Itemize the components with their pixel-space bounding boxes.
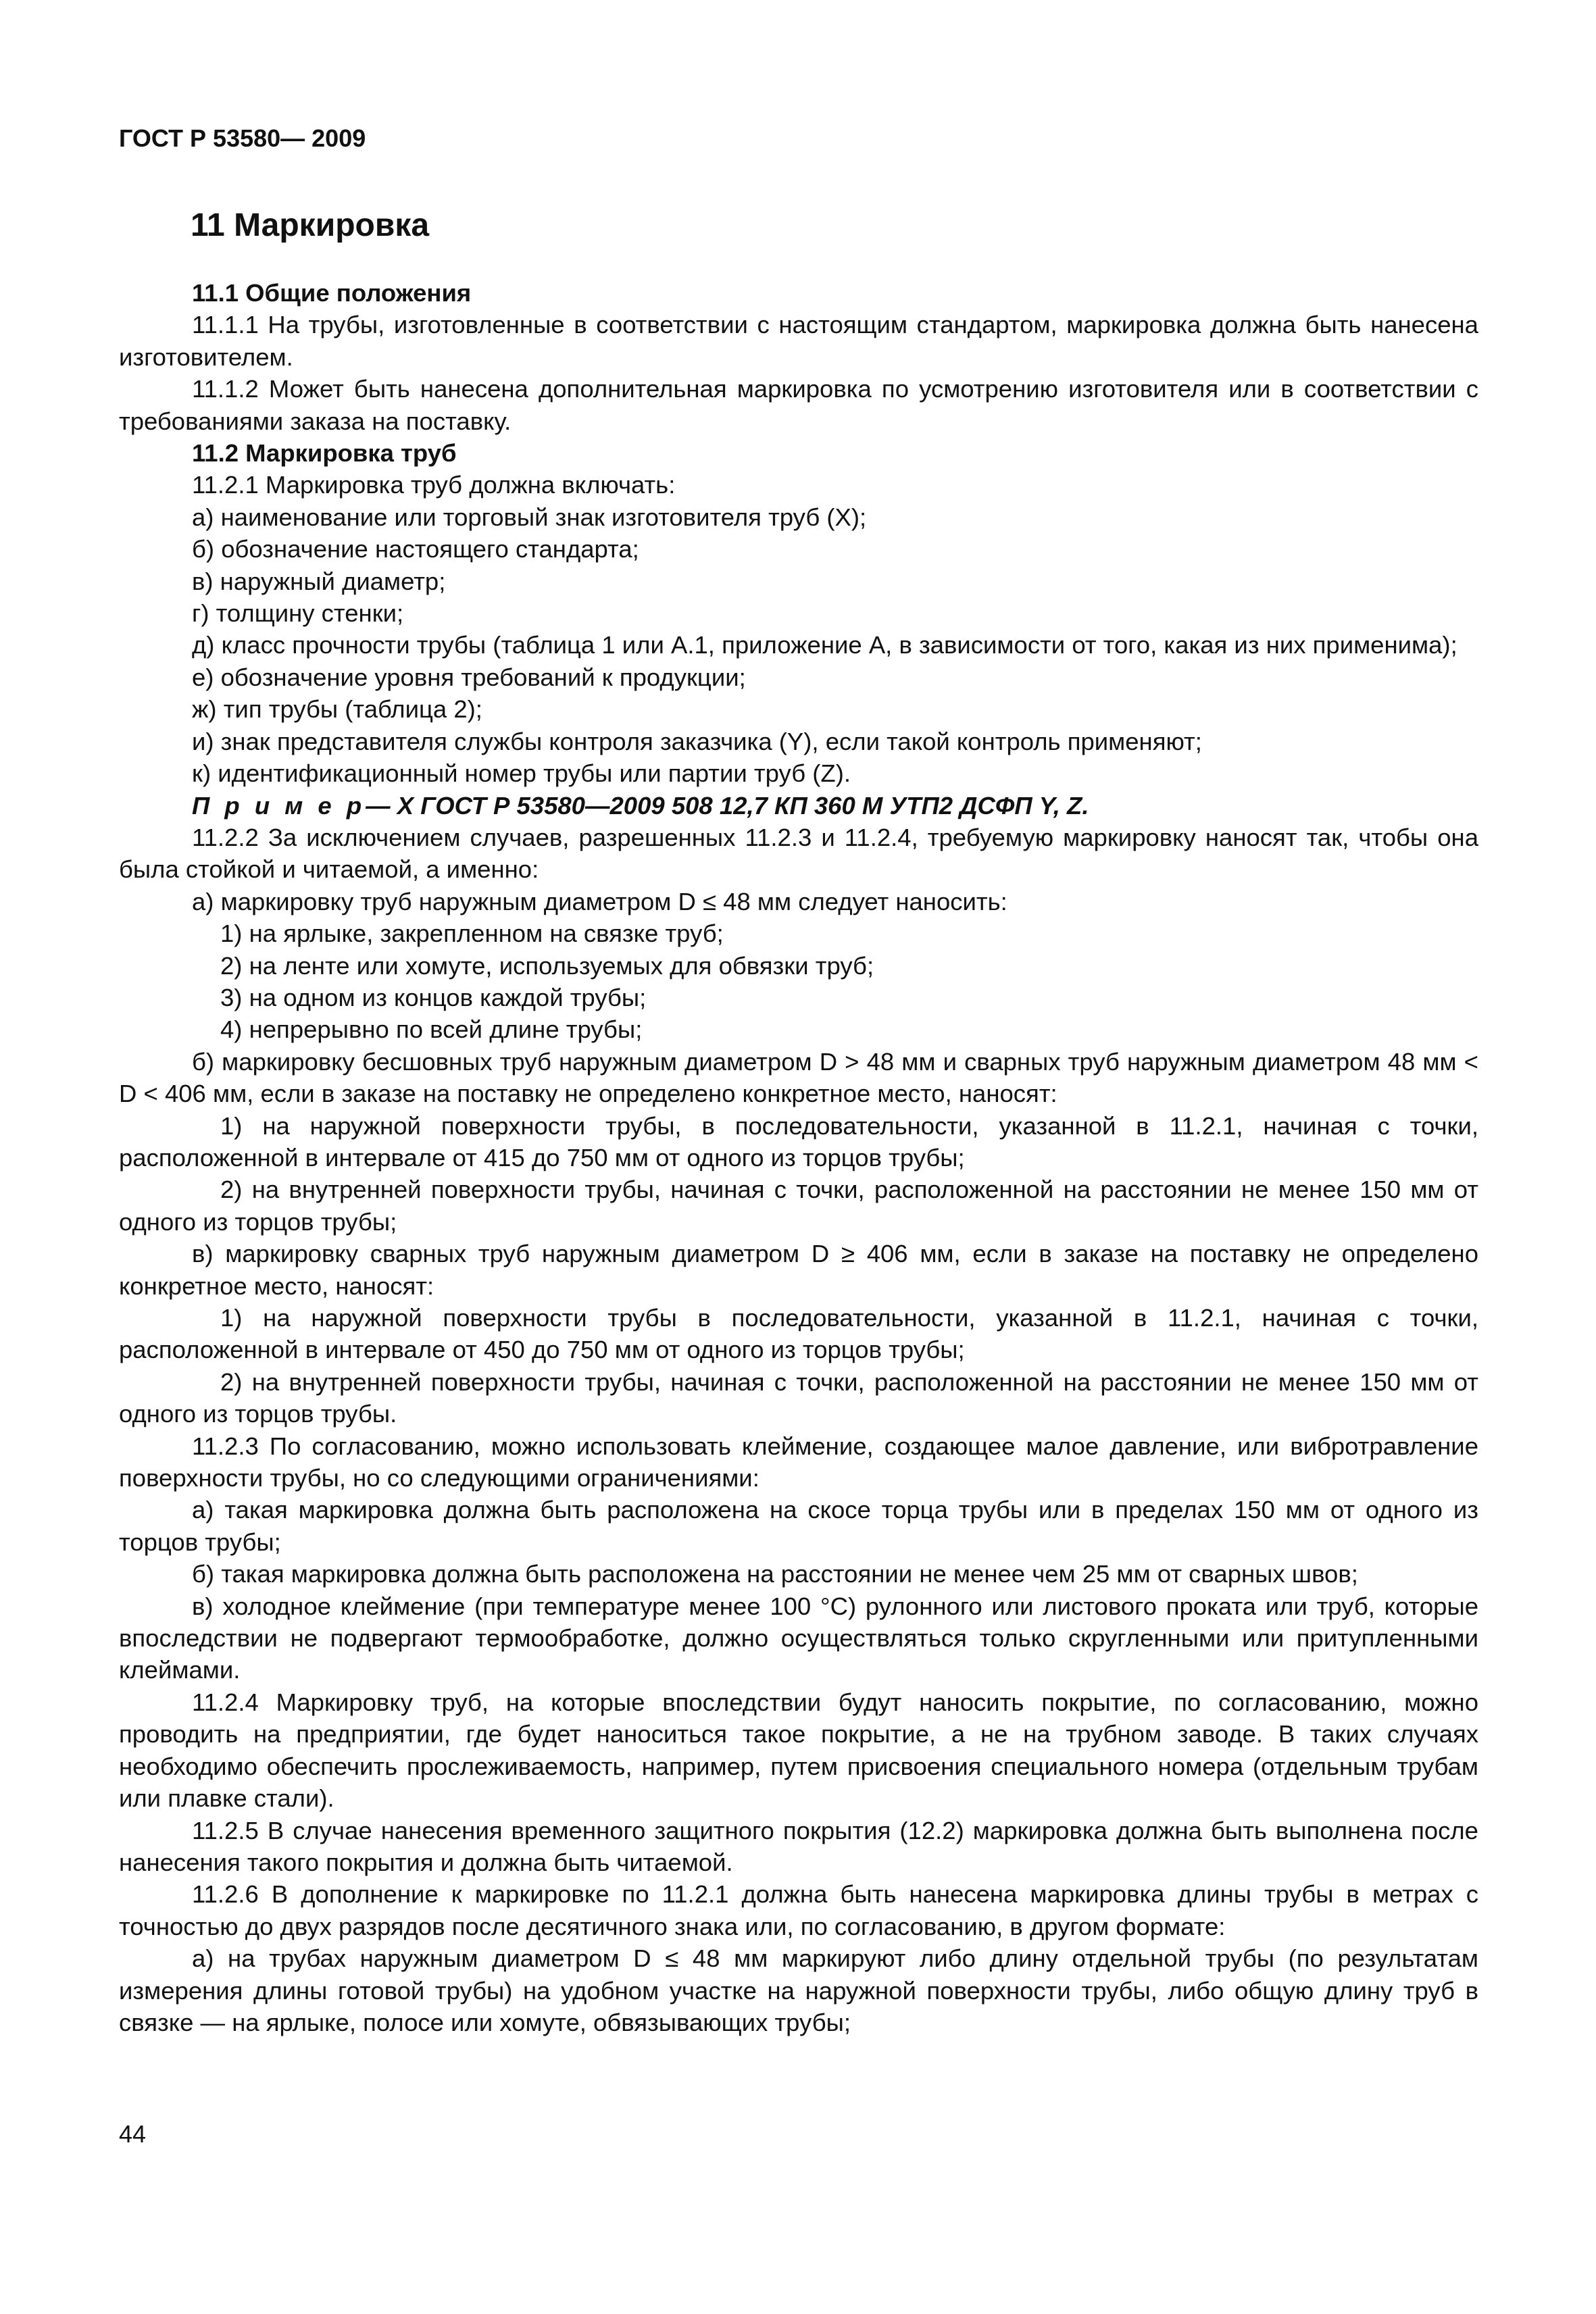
- sub-list-item: 2) на внутренней поверхности трубы, начиная с точки, расположенной на расстоянии не менее 150 мм от одного из торцов трубы;: [119, 1176, 1478, 1236]
- list-item: а) на трубах наружным диаметром D ≤ 48 мм маркируют либо длину отдельной трубы (по результатам измерения длины готовой трубы) на удобном участке на наружной поверхности трубы, либо общую длину труб в связке — на ярлыке, полосе или хомуте, обвязывающих трубы;: [119, 1944, 1478, 2036]
- list-item: и) знак представителя службы контроля заказчика (Y), если такой контроль применяют;: [192, 727, 1202, 755]
- paragraph-11-1-2: 11.1.2 Может быть нанесена дополнительная маркировка по усмотрению изготовителя или в соответствии с требованиями заказа на поставку.: [119, 375, 1478, 435]
- paragraph-11-2-2: 11.2.2 За исключением случаев, разрешенных 11.2.3 и 11.2.4, требуемую маркировку наносят так, чтобы она была стойкой и читаемой, а именно:: [119, 823, 1478, 884]
- example-text: — X ГОСТ Р 53580—2009 508 12,7 КП 360 М УТП2 ДСФП Y, Z.: [366, 791, 1089, 820]
- paragraph-11-2-3: 11.2.3 По согласованию, можно использовать клеймение, создающее малое давление, или вибротравление поверхности трубы, но со следующими ограничениями:: [119, 1432, 1478, 1492]
- list-item: б) маркировку бесшовных труб наружным диаметром D > 48 мм и сварных труб наружным диаметром 48 мм < D < 406 мм, если в заказе на поставку не определено конкретное место, наносят:: [119, 1047, 1478, 1108]
- sub-list-item: 1) на наружной поверхности трубы, в последовательности, указанной в 11.2.1, начиная с точки, расположенной в интервале от 415 до 750 мм от одного из торцов трубы;: [119, 1111, 1478, 1172]
- sub-list-item: 4) непрерывно по всей длине трубы;: [220, 1015, 643, 1044]
- list-item: к) идентификационный номер трубы или партии труб (Z).: [192, 759, 851, 788]
- list-item: е) обозначение уровня требований к продукции;: [192, 663, 746, 691]
- list-item: в) маркировку сварных труб наружным диаметром D ≥ 406 мм, если в заказе на поставку не определено конкретное место, наносят:: [119, 1240, 1478, 1300]
- list-item: д) класс прочности трубы (таблица 1 или А.1, приложение А, в зависимости от того, какая из них применима);: [192, 631, 1457, 659]
- example-line: [119, 790, 1478, 822]
- list-item: г) толщину стенки;: [192, 599, 404, 628]
- list-item: а) такая маркировка должна быть расположена на скосе торца трубы или в пределах 150 мм от одного из торцов трубы;: [119, 1496, 1478, 1556]
- list-item: б) такая маркировка должна быть расположена на расстоянии не менее чем 25 мм от сварных швов;: [192, 1560, 1358, 1588]
- paragraph-11-2-1: 11.2.1 Маркировка труб должна включать:: [192, 471, 676, 499]
- list-item: б) обозначение настоящего стандарта;: [192, 535, 639, 563]
- sub-list-item: 2) на ленте или хомуте, используемых для обвязки труб;: [220, 951, 874, 980]
- sub-list-item: 1) на наружной поверхности трубы в последовательности, указанной в 11.2.1, начиная с точки, расположенной в интервале от 450 до 750 мм от одного из торцов трубы;: [119, 1304, 1478, 1364]
- sub-list-item: 1) на ярлыке, закрепленном на связке труб;: [220, 920, 724, 948]
- sub-list-item: 3) на одном из концов каждой трубы;: [220, 983, 647, 1011]
- section-title: 11 Маркировка: [191, 207, 430, 243]
- example-label: П р и м е р: [192, 791, 366, 820]
- document-body: [119, 277, 1478, 2038]
- list-item: в) наружный диаметр;: [192, 567, 446, 595]
- list-item: ж) тип трубы (таблица 2);: [192, 695, 482, 724]
- paragraph-11-2-6: 11.2.6 В дополнение к маркировке по 11.2.1 должна быть нанесена маркировка длины трубы в метрах с точностью до двух разрядов после десятичного знака или, по согласованию, в другом формате:: [119, 1880, 1478, 1940]
- document-header: ГОСТ Р 53580— 2009: [119, 124, 366, 152]
- paragraph-11-2-5: 11.2.5 В случае нанесения временного защитного покрытия (12.2) маркировка должна быть выполнена после нанесения такого покрытия и должна быть читаемой.: [119, 1816, 1478, 1876]
- paragraph-11-1-1: 11.1.1 На трубы, изготовленные в соответствии с настоящим стандартом, маркировка должна быть нанесена изготовителем.: [119, 311, 1478, 371]
- page-number: 44: [119, 2120, 147, 2148]
- subsection-title-11-1: 11.1 Общие положения: [192, 279, 472, 307]
- list-item: а) наименование или торговый знак изготовителя труб (X);: [192, 503, 867, 531]
- paragraph-11-2-4: 11.2.4 Маркировку труб, на которые впоследствии будут наносить покрытие, по согласованию, можно проводить на предприятии, где будет наноситься такое покрытие, а не на трубном заводе. В таких случаях необходимо обеспечить прослеживаемость, например, путем присвоения специального номера (отдельным трубам или плавке стали).: [119, 1688, 1478, 1813]
- list-item: а) маркировку труб наружным диаметром D ≤ 48 мм следует наносить:: [192, 887, 1007, 915]
- list-item: в) холодное клеймение (при температуре менее 100 °С) рулонного или листового проката или труб, которые впоследствии не подвергают термообработке, должно осуществляться только скругленными или притупленными клеймами.: [119, 1592, 1478, 1684]
- subsection-title-11-2: 11.2 Маркировка труб: [192, 439, 457, 468]
- sub-list-item: 2) на внутренней поверхности трубы, начиная с точки, расположенной на расстоянии не менее 150 мм от одного из торцов трубы.: [119, 1367, 1478, 1428]
